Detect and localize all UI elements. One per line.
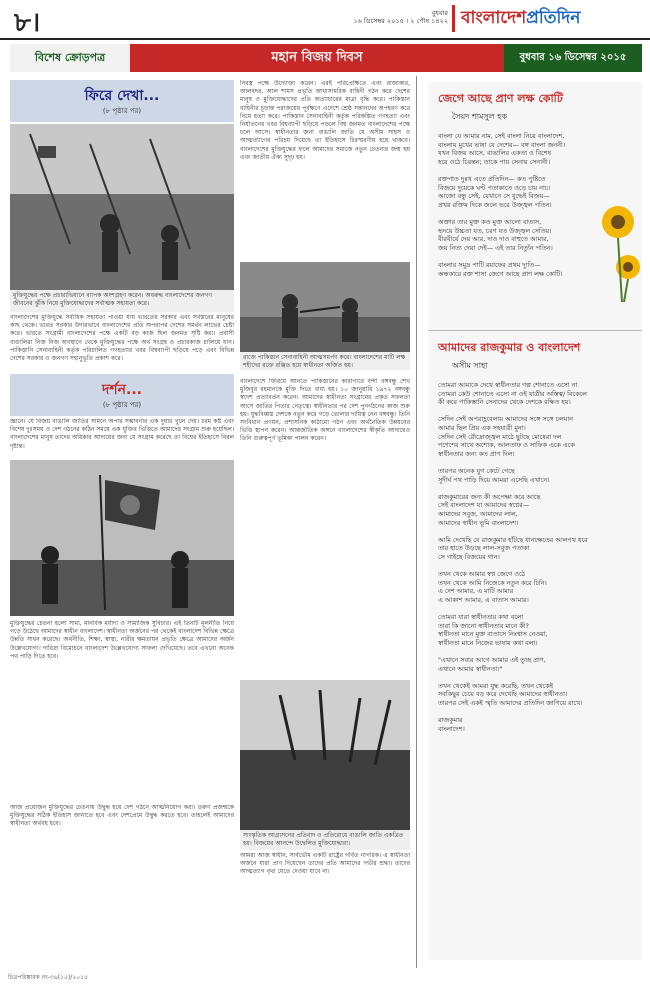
poem-line: তখন থেকে আমার স্বপ্ন জেগে ওঠে <box>438 570 525 579</box>
poem1-lines <box>438 132 632 278</box>
poem-line: সুদীর্ঘ পথ পাড়ি দিয়ে আমরা এসেছি এখানে। <box>438 475 550 484</box>
logo-text-part2: প্রতিদিন <box>526 8 581 28</box>
poem2 <box>428 330 642 741</box>
poem-line <box>438 484 632 493</box>
poem-line <box>438 209 632 218</box>
poem-line: যখন বিজয় আসে, বাঙালির একতা ও বিশেষ <box>438 149 552 158</box>
poem-line: তোমরা কেউ শোনাতে এসো না ওই যাত্রীর অস্তিত্ব/ বিকেলে <box>438 389 587 398</box>
footer-code: চিত্রপরিষ্কারক নং-৩৬(১৫)/২০১৫ <box>8 974 88 981</box>
poem-line: সে গাইছে বিজয়ের গান। <box>438 552 500 561</box>
masthead <box>0 0 650 40</box>
article1-photo-soldiers <box>10 124 234 290</box>
article2-body-top: জ্ঞানে। যে বিজয় বাঙালি জাতির সামনে অপার সম্ভাবনার এক দুয়ার খুলে দেয়। চরম কষ্ট এবং বিশেষ দুঃসময় ও দেশ গঠনের কঠিন সময়ে এক যুক্তির ভিত্তিতে আমাদের সংগ্রাম শুরু হয়েছিল। বাংলাদেশের মানুষ তাদের অধিকার আদায়ের জন্য যে সংগ্রাম করেছে তা বিশ্বের ইতিহাসে বিরল দৃষ্টান্ত। <box>10 418 234 450</box>
poem-line <box>438 708 632 717</box>
poem-line: তার হাতে উড়ছে লাল-সবুজ পতাকা <box>438 544 530 553</box>
article2-page-ref: (৮ পৃষ্ঠার পর) <box>102 401 142 409</box>
article1-title[interactable]: ফিরে দেখা... <box>84 88 160 104</box>
article2-column2-bottom: আমরা আজ স্বাধীন, সার্বভৌম একটি রাষ্ট্রের গর্বিত নাগরিক। এ স্বাধীনতা অর্জনে যারা প্রাণ দিয়েছেন তাদের প্রতি আমাদের গভীর শ্রদ্ধা। তাদের আত্মত্যাগ বৃথা যেতে দেওয়া যাবে না। <box>240 852 410 876</box>
poem-line: সবকিছুর চেয়ে বড় করে দেখেছি আমাদের স্বাধীনতা। <box>438 690 568 699</box>
poem-line <box>438 527 632 536</box>
article2-photo-victory <box>240 680 410 830</box>
poem-line: বিজয়ে দুয়েকে ঘণ্ট পতাকাতে ওড়ে চায় নাচ। <box>438 183 551 192</box>
banner-supplement-label: বিশেষ ক্রোড়পত্র <box>10 44 130 72</box>
poem-line: অন্ধকারে রক্ত শাসা জেগে আছে প্রাণ লক্ষ কোটি। <box>438 269 563 278</box>
poem-line: তারা কি জানো স্বাধীনতার মানে কী? <box>438 621 529 630</box>
poem-line: আমাদের স্বাধীন ভূমি বাংলাদেশ। <box>438 518 519 527</box>
article2-body-mid: মুক্তিযুদ্ধের চেতনা হলো সাম্য, মানবিক মর্যাদা ও সামাজিক সুবিচার। এই তিনটি মূলনীতি নিয়ে গড়ে উঠেছে আমাদের স্বাধীন বাংলাদেশ। স্বাধীনতা অর্জনের পর থেকেই বাংলাদেশ বিভিন্ন ক্ষেত্রে উন্নতি সাধন করেছে। অর্থনীতি, শিক্ষা, স্বাস্থ্য, নারীর ক্ষমতায়ন প্রভৃতি ক্ষেত্রে আমাদের অর্জন উল্লেখযোগ্য। দারিদ্র্য বিমোচনে বাংলাদেশ উল্লেখযোগ্য সাফল্য দেখিয়েছে। তবে এখনো অনেক পথ পাড়ি দিতে হবে। <box>10 620 234 660</box>
article1-photo-fighters <box>240 262 410 352</box>
poem-line: প্রখর রক্তিম দিকে জলে ভরে উজ্জ্বল পতিন। <box>438 200 552 209</box>
poetry-sidebar <box>428 82 642 960</box>
poem-line: আমার ছিল প্রিয় এক সহযাত্রী মুনা। <box>438 423 526 432</box>
poem2-author: অসীম সাহা <box>452 361 488 370</box>
poem1-title[interactable]: জেগে আছে প্রাণ লক্ষ কোটি <box>438 92 563 105</box>
poem-line <box>438 604 632 613</box>
poem-line: স্বাধীনতার জন্য কত প্রাণ দিল। <box>438 449 515 458</box>
banner-title: মহান বিজয় দিবস <box>130 44 504 72</box>
article1-photo-caption: মুক্তিযুদ্ধের পক্ষে প্রচারাভিযানে ব্যাপক অংশগ্রহণ করেন। অবরুদ্ধ বাংলাদেশের জনগণ জীবনের ঝুঁকি নিয়ে মুক্তিযোদ্ধাদের সর্বাত্মক সহায়তা করে। <box>10 290 234 312</box>
poem-line: হয়ে ওঠে চিরন্তন; তাকে পায় সেনায় সেনানী। <box>438 157 551 166</box>
poem-line: তোমরা আমাকে দেখে স্বাধীনতার গল্প শোনাতে এসো না <box>438 381 578 389</box>
poem-line: বাংলাদেশ। <box>438 724 465 733</box>
poem-line: স্বাধীনতা মানে মুক্ত বাতাসে নিঃশ্বাস নেওয়া, <box>438 630 548 639</box>
poem-line: বাংলা যে আমার নাম, সেই বাংলা নিয়ে বাংলাদেশ, <box>438 132 565 140</box>
poem-line: রাজকুমারের জন্য কী অপেক্ষা করে আছে <box>438 492 541 501</box>
poem-line: এ আকাশ আমার, এ বাতাস আমার। <box>438 595 529 604</box>
poem-line <box>438 407 632 416</box>
poem-line: আমাদের সবুজ, আমাদের লাল, <box>438 509 518 518</box>
poem-line <box>438 647 632 656</box>
poem-line <box>438 166 632 175</box>
masthead-date <box>326 9 448 25</box>
poem-line: তখন থেকে আমি নিজেকে নতুন করে চিনি। <box>438 578 547 587</box>
poem-line: গণেশের সাথে অশোক, আলতাফ ও সাফিক একে একে <box>438 441 575 450</box>
article1-column2: নিরস্ত্র পক্ষে উদ্যোক্তা করেন। এরই পরিপ্রেক্ষিতে এবং রাজাকার, আলবদর, আল শামস প্রভৃতি আধাসামরিক বাহিনী গঠন করে দেশের মানুষ ও মুক্তিযোদ্ধাদের প্রতি অত্যাচারের মাত্রা বৃদ্ধি করে। পাকিস্তান বাহিনীর চূড়ান্ত পরাজয়ের পূর্বক্ষণে এদেশে শ্রেষ্ঠ সন্তানদের অপহরণ করে নিয়ে হত্যা করে। পাকিস্তান সেনাবাহিনী কর্তৃক পরিকল্পিত গণহত্যা এবং নির্যাতনের খবর বিশ্বব্যাপী ছড়িয়ে পড়লে বিশ্ব জনমত বাংলাদেশের পক্ষে চলে আসে। স্বাধীনতার জন্য বাঙালি জাতি যে অসীম সাহস ও আত্মত্যাগের পরিচয় দিয়েছে তা ইতিহাসে চিরস্মরণীয় হয়ে থাকবে। বাংলাদেশের মুক্তিযুদ্ধের ফলে আমাদের সমাজে নতুন চেতনার জন্ম হয় এবং জাতীয় ঐক্য সুদৃঢ় হয়। <box>240 80 410 161</box>
poem1-author: সৈয়দ শামসুল হক <box>452 112 508 121</box>
poem-line: সেদিন সেই রৌদ্রোজ্জ্বল মাঠে ছুটছে মোষেরা দল <box>438 432 562 441</box>
poem-line: সেই বাংলাদেশ যা আমাদের স্বপ্নের— <box>438 501 530 510</box>
poem-line: অক্তার তার মুক্ত কত মুক্ত আলো বাতাস, <box>438 217 542 226</box>
masthead-full-date: ১৬ ডিসেম্বর ২০১৫ । ২ পৌষ ১৪২২ <box>353 17 448 25</box>
poem-line: স্বাধীনতা মানে নিজের ভাষায় কথা বলা। <box>438 638 538 647</box>
poem-line: "এখানে সবার আগে আমার এই তুচ্ছ প্রাণ, <box>438 656 546 664</box>
poem-line: তখন থেকেই আমরা যুদ্ধ করেছি, তখন থেকেই <box>438 681 554 690</box>
poem-line: এখানে আমার স্বাধীনতা।" <box>438 664 503 673</box>
logo-text-part1: বাংলাদেশ <box>461 8 527 28</box>
article2-title-box <box>10 374 234 416</box>
masthead-weekday: বুধবার <box>431 9 448 17</box>
poem1 <box>428 82 642 286</box>
article2-title[interactable]: দর্শন... <box>102 382 142 398</box>
poem-line: এ দেশ আমার, এ মাটি আমার <box>438 587 514 596</box>
poem-line <box>438 458 632 467</box>
poem-line: কী করে পাকিস্তানি সেনাদের থেকে দেশকে রক্ষিত হয়। <box>438 398 571 407</box>
poem-line <box>438 252 632 261</box>
article1-page-ref: (৮ পৃষ্ঠার পর) <box>102 107 142 115</box>
poem-line: রক্তপাত দুঃখ এতে প্রতিদিন— কত পুষ্টিতে <box>438 174 546 183</box>
poem-line <box>438 673 632 682</box>
article2-photo-caption: সাংস্কৃতিক আগ্রাসনের প্রতিবাদ ও প্রতিরোধে বাঙালি জাতি একত্রিত হয়। বিজয়ের আনন্দে উদ্বেলিত মুক্তিযোদ্ধারা। <box>240 830 410 850</box>
poem-line: তোমরা যারা স্বাধীনতার কথা বলো <box>438 613 524 622</box>
poem-line: আমি দেখেছি যে রাজকুমার হাঁটছে ধানক্ষেতের আলপথ ধরে <box>438 535 588 544</box>
article1-body: বাংলাদেশের মুক্তিযুদ্ধে সর্বাধিক সহায়তা পাওয়া যায় ভারতের সরকার এবং সর্বস্তরের মানুষের কাছ থেকে। ভারত সরকার উদারভাবে বাংলাদেশের প্রতি অপরাপর দেশের সমর্থন লাভের চেষ্টা করে। ভারতে সংগ্রামী বাংলাদেশের পক্ষে একটি বড় কাজ ছিল জনমত সৃষ্টি করা। প্রবাসী বাঙালিরা নিজ নিজ অবস্থানে থেকে মুক্তিযুদ্ধের পক্ষে অর্থ সংগ্রহ ও প্রচারকাজ চালিয়ে যান। পাকিস্তানি সেনাবাহিনী কর্তৃক পরিচালিত গণহত্যার খবর বিশ্বব্যাপী ছড়িয়ে পড়ে এবং বিভিন্ন দেশের সরকার ও জনগণ সহানুভূতি প্রকাশ করে। <box>10 314 234 363</box>
poem-line: বাংলায় মুখের ভাষা যে দেশের— বঙ্গ বাংলা জননী। <box>438 140 566 149</box>
poem-line: রাজকুমার <box>438 716 463 725</box>
poem-line: সেদিন সেই অপরাহ্ণবেলায় আমাদের সঙ্গে সঙ্গে চলমান <box>438 415 573 424</box>
poem2-title[interactable]: আমাদের রাজকুমার ও বাংলাদেশ <box>438 341 581 354</box>
article2-body-bottom: আজ প্রয়োজন মুক্তিযুদ্ধের চেতনায় উদ্বুদ্ধ হয়ে দেশ গঠনে আত্মনিয়োগ করা। তরুণ প্রজন্মকে মুক্তিযুদ্ধের সঠিক ইতিহাস জানাতে হবে এবং দেশপ্রেমে উদ্বুদ্ধ করতে হবে। তাহলেই আমাদের স্বাধীনতা অর্থবহ হবে। <box>10 804 234 828</box>
section-banner <box>10 44 642 72</box>
poem-line: জয় নিত্য দেয়া দেই— এই তার নিত্যুঁন পতিন। <box>438 243 553 252</box>
poem-line: বাংলার সমুদ্র পাটি রয়াফের প্রথম দ্যুতি— <box>438 260 541 269</box>
page-number: ৮। <box>14 8 41 38</box>
article2-photo-flag <box>10 460 234 616</box>
poem-line: তারপর অনেক যুগ কেটে গেছে <box>438 466 515 475</box>
article1-photo2-caption: রাজে পাকিস্তান সেনাবাহিনী আত্মসমর্পণ করে। বাংলাদেশের মাটি লক্ষ শহীদের রক্তে রঞ্জিত হয়ে স্বাধীনতা অর্জিত হয়। <box>240 352 410 370</box>
poem-line: তারপর সেই একই স্মৃতি আমাদের প্রতিদিন জাগিয়ে রাখে। <box>438 698 583 707</box>
article2-column2: বাংলাদেশে ফিরিয়ে আনতে পাকিস্তানের কারাগারে বন্দী বঙ্গবন্ধু শেখ মুজিবুর রহমানকে মুক্তি দিতে বাধ্য হয়। ১০ জানুয়ারি ১৯৭২ বঙ্গবন্ধু স্বদেশ প্রত্যাবর্তন করেন। আমাদের স্বাধীনতা সংগ্রামের প্রকৃত সফলতা আসে জাতির পিতার নেতৃত্বে। স্বাধীনতার পর দেশ পুনর্গঠনের কাজ শুরু হয়। যুদ্ধবিধ্বস্ত দেশকে নতুন করে গড়ে তোলার দায়িত্ব নেন বঙ্গবন্ধু। তিনি সংবিধান প্রণয়ন, প্রশাসনিক কাঠামো গঠন এবং অর্থনৈতিক উন্নয়নের ভিত্তি স্থাপন করেন। আন্তর্জাতিক অঙ্গনে বাংলাদেশের স্বীকৃতি আদায়েও তিনি গুরুত্বপূর্ণ ভূমিকা পালন করেন। <box>240 378 410 443</box>
poem-line <box>438 561 632 570</box>
poem-line: হৃদয়ে উচ্চতা যত, চরণ যত উজ্জ্বল সেতিয়। <box>438 226 552 235</box>
banner-date: বুধবার ১৬ ডিসেম্বর ২০১৫ <box>504 44 642 72</box>
article1-title-box <box>10 80 234 122</box>
poem-line: বীরবীর্যে দেয় আর, দাও দাও বাহুতে আমার, <box>438 235 549 244</box>
poem2-lines <box>438 381 632 733</box>
poem-line: আজো বন্ধু সেই, যেখানে সে যুদ্ধেই বিজয়— <box>438 192 550 201</box>
newspaper-logo[interactable] <box>452 5 644 32</box>
